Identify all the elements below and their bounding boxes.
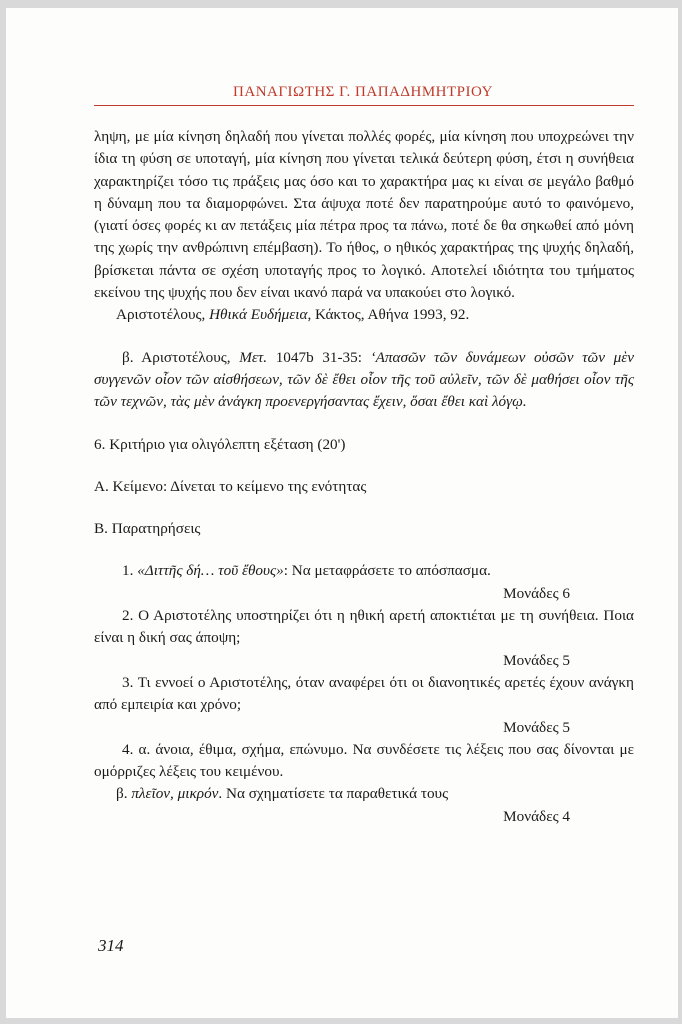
question-4b [94,783,634,805]
q1-number: 1. [122,562,138,580]
section-b-heading: Β. Παρατηρήσεις [94,520,201,538]
q2-marks: Μονάδες 5 [503,651,570,669]
question-2: 2. Ο Αριστοτέλης υποστηρίζει ότι η ηθική αρετή αποκτιέται με τη συνήθεια. Ποια είναι η δική σας άποψη; [94,607,634,647]
section-6-heading: 6. Κριτήριο για ολιγόλεπτη εξέταση (20') [94,435,346,453]
question-4a: 4. α. άνοια, έθιμα, σχήμα, επώνυμο. Να συνδέσετε τις λέξεις που σας δίνονται με ομόρριζες λέξεις του κειμένου. [94,740,634,781]
quote-greek-text: ‘Απασῶν τῶν δυνάμεων οὐσῶν τῶν μὲν συγγενῶν οἷον τῶν αἰσθήσεων, τῶν δὲ ἔθει οἷον τῆς τοῦ αὐλεῖν, τῶν δὲ μαθήσει οἷον τῆς τῶν τεχνῶν, τὰς μὲν ἀνάγκη προενεργήσαντας ἔχειν, ὅσαι ἔθει καὶ λόγῳ. [94,348,634,411]
q3-marks: Μονάδες 5 [503,718,570,736]
quote-prefix: β. Αριστοτέλους, [122,348,240,366]
q1-quote: «Διττῆς δή… τοῦ ἔθους» [137,562,284,580]
section-a-heading: Α. Κείμενο: Δίνεται το κείμενο της ενότητας [94,477,367,495]
running-header: ΠΑΝΑΓΙΩΤΗΣ Γ. ΠΑΠΑΔΗΜΗΤΡΙΟΥ [233,84,493,100]
q4b-words: πλεῖον, μικρόν [131,785,219,803]
q4b-text: . Να σχηματίσετε τα παραθετικά τους [218,785,449,803]
citation-author: Αριστοτέλους, [116,306,210,324]
page-content [94,126,634,828]
quote-work: Μετ. [239,348,268,366]
q4b-prefix: β. [116,785,132,803]
citation-details: , Κάκτος, Αθήνα 1993, 92. [307,306,470,324]
q1-text: : Να μεταφράσετε το απόσπασμα. [283,562,491,580]
quote-ref: 1047b 31-35: [267,348,371,366]
page-number: 314 [98,936,124,955]
citation [94,304,634,326]
header-rule [94,105,634,106]
body-paragraph: ληψη, με μία κίνηση δηλαδή που γίνεται πολλές φορές, μία κίνηση που υποχρεώνει την ίδια τη φύση σε υποταγή, μία κίνηση που γίνεται τελικά δεύτερη φύση, έτσι η συνήθεια χαρακτηρίζει τόσο τις πράξεις μας όσο και το χαρακτήρα μας κι είναι σε μεγάλο βαθμό η δύναμη που τα διαμορφώνει. Στα άψυχα ποτέ δεν παρατηρούμε αυτό το φαινόμενο, (γιατί όσες φορές κι αν πετάξεις μία πέτρα προς τα πάνω, ποτέ δε θα σηκωθεί από μόνη της χωρίς την ανθρώπινη επέμβαση). Το ήθος, ο ηθικός χαρακτήρας της ψυχής δηλαδή, βρίσκεται πάντα σε σχέση υποταγής προς το λογικό. Αποτελεί ιδιότητα του τμήματος εκείνου της ψυχής που δεν είναι ικανό παρά να υπακούει στο λογικό. [94,128,634,302]
citation-title: Ηθικά Ευδήμεια [209,306,308,324]
q1-marks: Μονάδες 6 [503,584,570,602]
q4-marks: Μονάδες 4 [503,807,570,825]
question-3: 3. Τι εννοεί ο Αριστοτέλης, όταν αναφέρει ότι οι διανοητικές αρετές έχουν ανάγκη από εμπειρία και χρόνο; [94,673,634,714]
question-1 [94,560,634,582]
quote-paragraph [94,347,634,414]
book-page [6,8,678,1018]
